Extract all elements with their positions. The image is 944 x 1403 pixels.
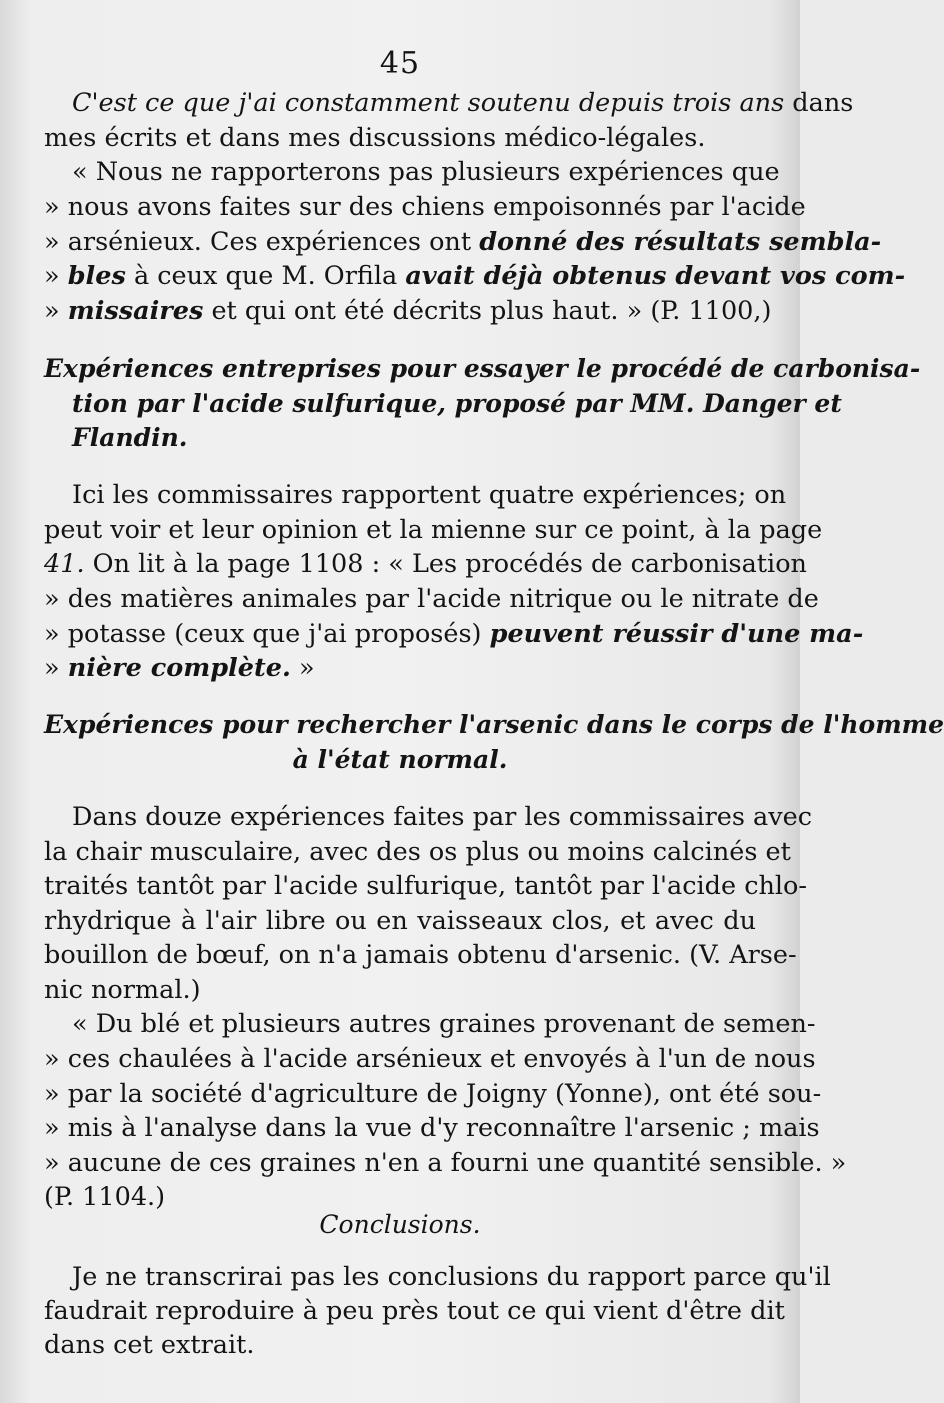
section-heading-carbonisation-line-2: tion par l'acide sulfurique, proposé par MM. Danger et bbox=[72, 389, 842, 418]
paragraph-2-line-5: » missaires et qui ont été décrits plus haut. » (P. 1100,) bbox=[44, 296, 772, 326]
section-heading-carbonisation-line-1: Expériences entreprises pour essayer le procédé de carbonisa- bbox=[44, 354, 921, 383]
paragraph-6-line-3: dans cet extrait. bbox=[44, 1330, 255, 1360]
paragraph-5-line-4: » mis à l'analyse dans la vue d'y reconnaître l'arsenic ; mais bbox=[44, 1113, 820, 1143]
paragraph-2-line-3: » arsénieux. Ces expériences ont donné des résultats sembla- bbox=[44, 227, 882, 257]
paragraph-3-line-4: » des matières animales par l'acide nitrique ou le nitrate de bbox=[44, 584, 819, 614]
paragraph-1-line-2: mes écrits et dans mes discussions médico-légales. bbox=[44, 123, 706, 153]
paragraph-4-line-3: traités tantôt par l'acide sulfurique, tantôt par l'acide chlo- bbox=[44, 871, 808, 901]
page-number: 45 bbox=[379, 46, 421, 81]
paragraph-5-line-5: » aucune de ces graines n'en a fourni une quantité sensible. » bbox=[44, 1148, 847, 1178]
paragraph-4-line-2: la chair musculaire, avec des os plus ou moins calcinés et bbox=[44, 837, 791, 867]
paragraph-6-line-1: Je ne transcrirai pas les conclusions du rapport parce qu'il bbox=[72, 1262, 831, 1292]
paragraph-3-line-3: 41. On lit à la page 1108 : « Les procédés de carbonisation bbox=[44, 549, 807, 579]
paragraph-5-line-6: (P. 1104.) bbox=[44, 1182, 166, 1212]
paragraph-3-line-6: » nière complète. » bbox=[44, 653, 315, 683]
paragraph-3-line-1: Ici les commissaires rapportent quatre expériences; on bbox=[72, 480, 787, 510]
paragraph-5-line-2: » ces chaulées à l'acide arsénieux et envoyés à l'un de nous bbox=[44, 1044, 816, 1074]
paragraph-2-line-4: » bles à ceux que M. Orfila avait déjà obtenus devant vos com- bbox=[44, 261, 906, 291]
paragraph-4-line-6: nic normal.) bbox=[44, 975, 201, 1005]
paragraph-5-line-3: » par la société d'agriculture de Joigny (Yonne), ont été sou- bbox=[44, 1079, 822, 1109]
paragraph-1-line-1: C'est ce que j'ai constamment soutenu depuis trois ans dans bbox=[72, 88, 854, 118]
section-heading-arsenic-line-1: Expériences pour rechercher l'arsenic dans le corps de l'homme bbox=[44, 710, 944, 739]
section-heading-carbonisation-line-3: Flandin. bbox=[72, 423, 188, 452]
paragraph-3-line-5: » potasse (ceux que j'ai proposés) peuvent réussir d'une ma- bbox=[44, 619, 864, 649]
paragraph-4-line-1: Dans douze expériences faites par les commissaires avec bbox=[72, 802, 813, 832]
section-heading-conclusions: Conclusions. bbox=[319, 1210, 481, 1239]
paragraph-3-line-2: peut voir et leur opinion et la mienne sur ce point, à la page bbox=[44, 515, 823, 545]
section-heading-arsenic-line-2: à l'état normal. bbox=[292, 745, 508, 774]
paragraph-4-line-5: bouillon de bœuf, on n'a jamais obtenu d'arsenic. (V. Arse- bbox=[44, 940, 797, 970]
paragraph-2-line-2: » nous avons faites sur des chiens empoisonnés par l'acide bbox=[44, 192, 806, 222]
paragraph-5-line-1: « Du blé et plusieurs autres graines provenant de semen- bbox=[72, 1009, 816, 1039]
paragraph-6-line-2: faudrait reproduire à peu près tout ce qui vient d'être dit bbox=[44, 1296, 785, 1326]
paragraph-4-line-4: rhydrique à l'air libre ou en vaisseaux clos, et avec du bbox=[44, 906, 756, 936]
paragraph-2-line-1: « Nous ne rapporterons pas plusieurs expériences que bbox=[72, 157, 780, 187]
